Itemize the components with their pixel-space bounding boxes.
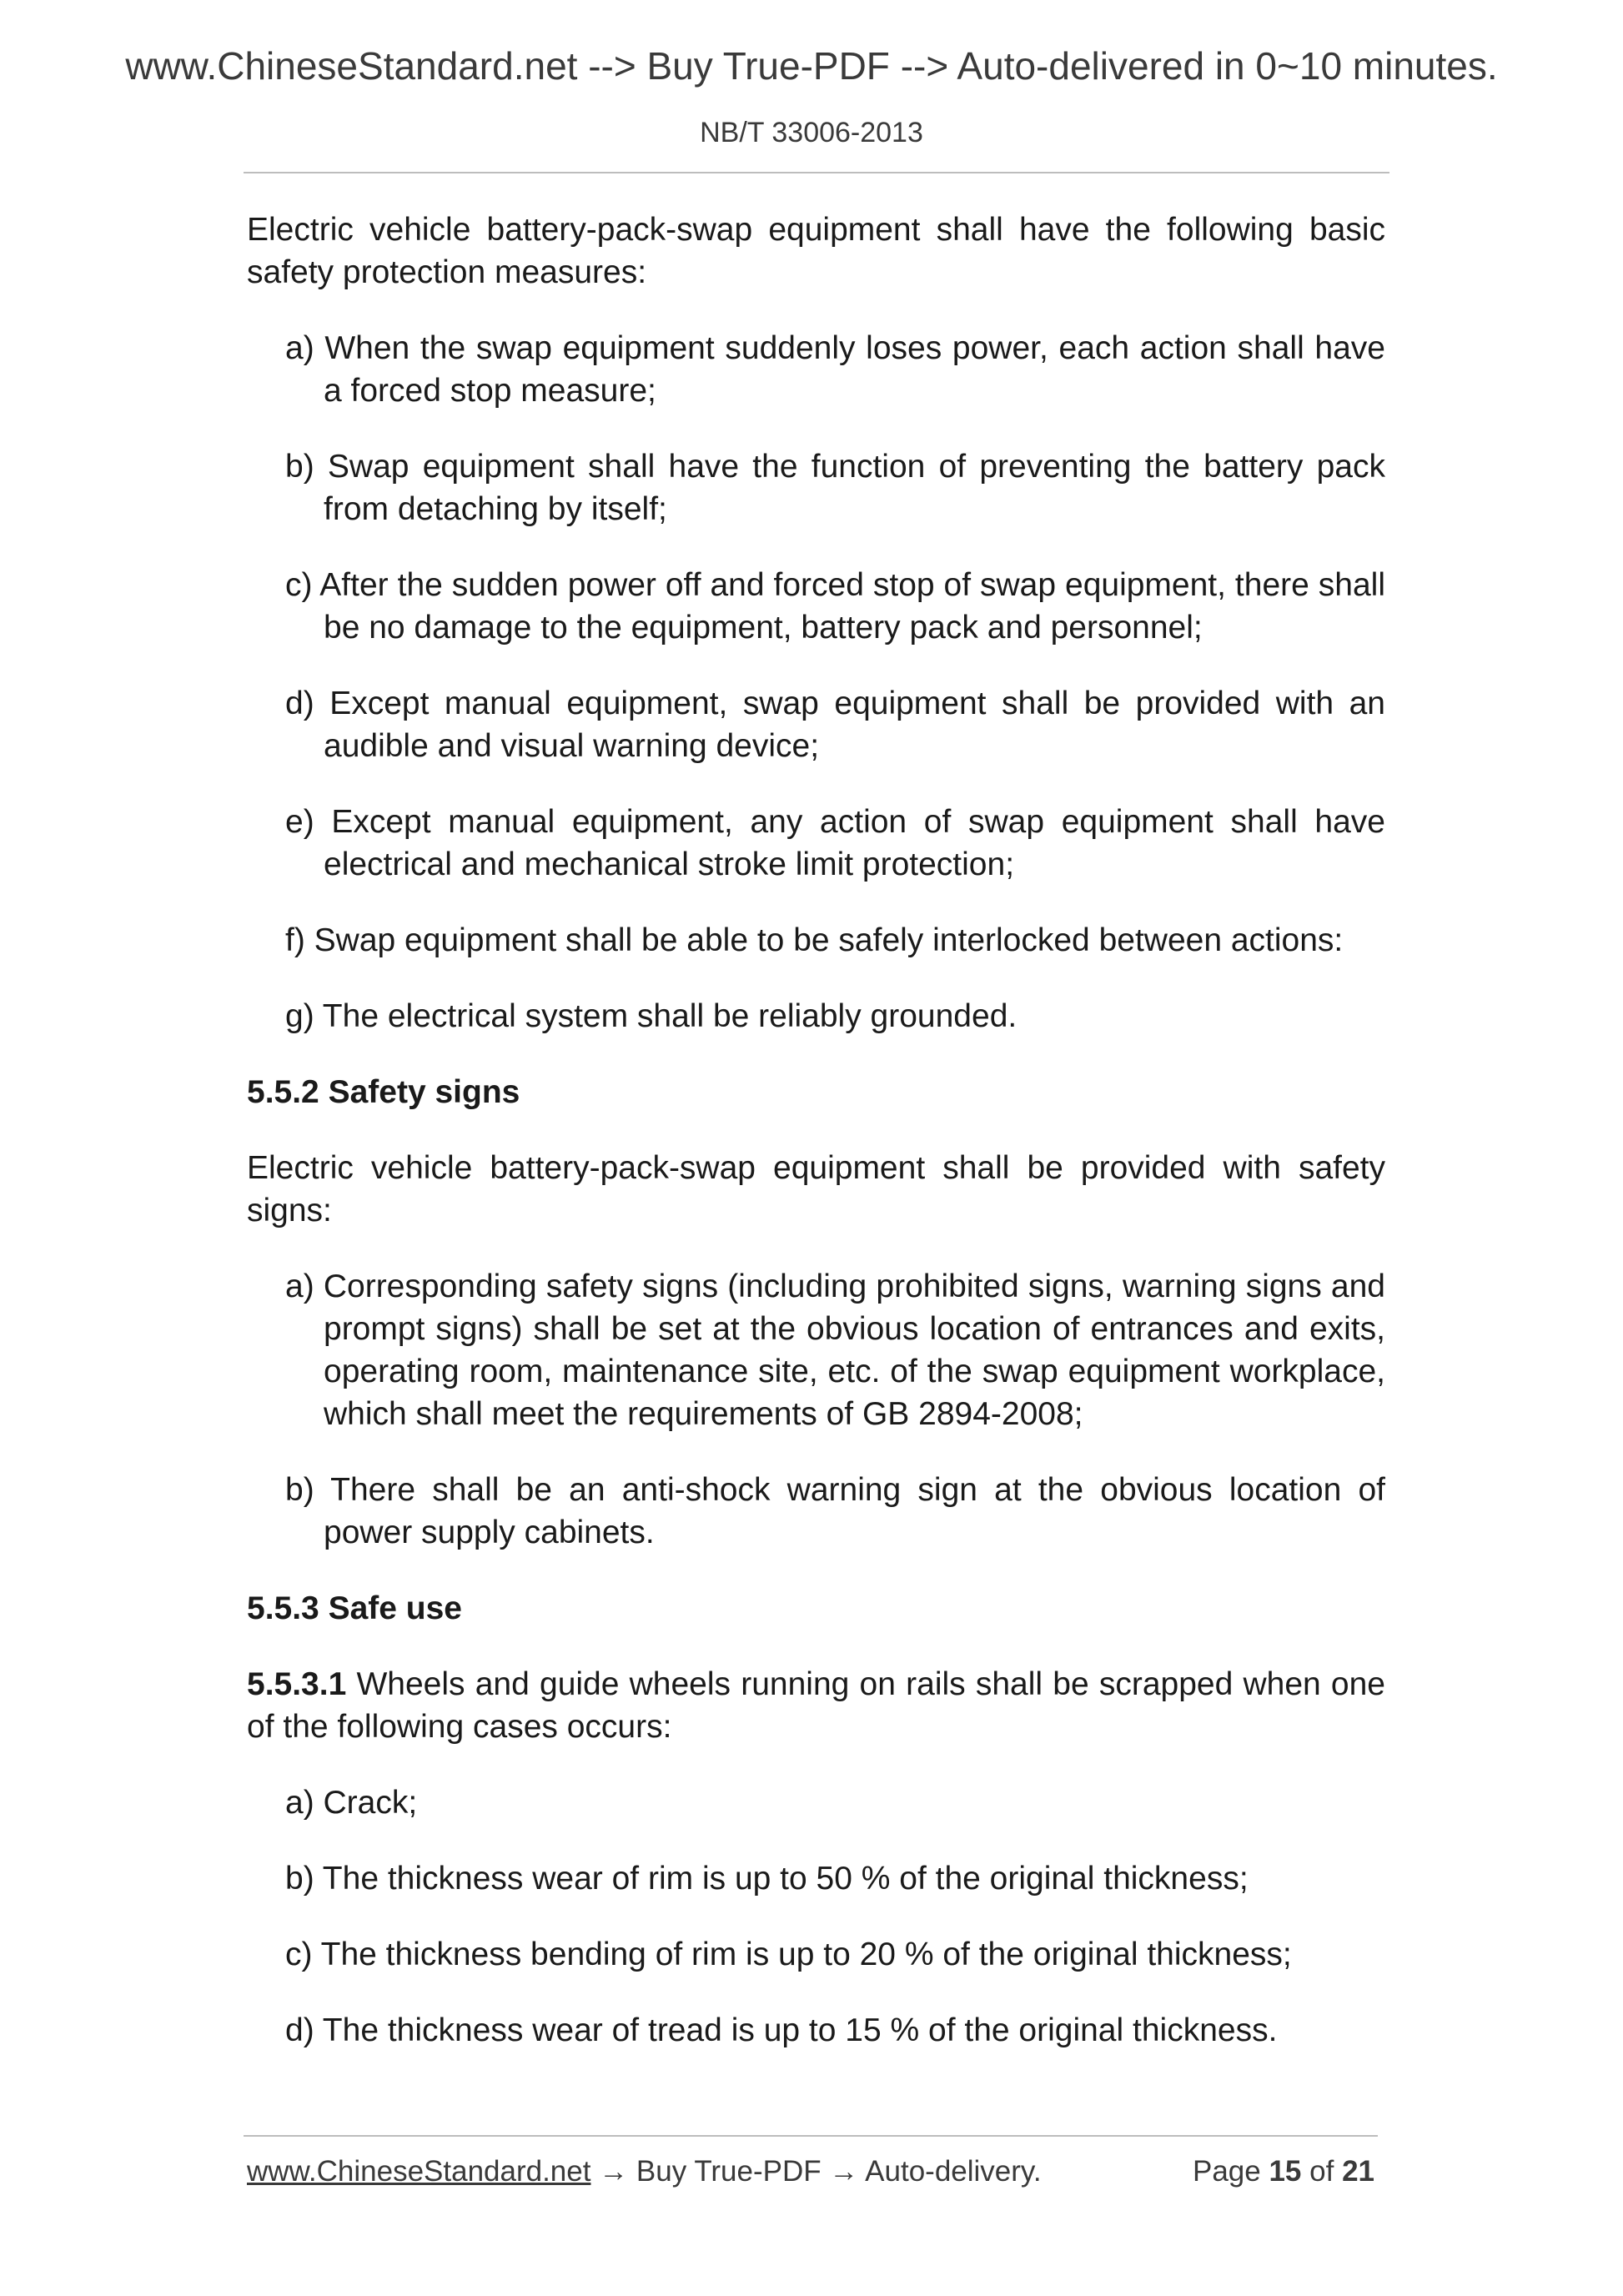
page-total: 21 [1342,2155,1374,2188]
list-item: g) The electrical system shall be reliably grounded. [285,998,1018,1034]
list-item: c) The thickness bending of rim is up to 20 % of the original thickness; [285,1937,1292,1972]
document-body [247,208,1385,2085]
clause-paragraph [247,1663,1385,1748]
site-banner: www.ChineseStandard.net --> Buy True-PDF --> Auto-delivered in 0~10 minutes. [125,44,1498,88]
of-label: of [1309,2155,1334,2188]
list-item: f) Swap equipment shall be able to be safely interlocked between actions: [285,922,1344,958]
section-intro: Electric vehicle battery-pack-swap equipment shall be provided with safety signs: [247,1150,1385,1228]
clause-text: Wheels and guide wheels running on rails shall be scrapped when one of the following cases occurs: [247,1666,1385,1745]
list-item: a) Corresponding safety signs (including prohibited signs, warning signs and prompt signs) shall be set at the obvious location of entrances and exits, operating room, maintenance site, etc. of the swap equipment workplace, which shall meet the requirements of GB 2894-2008; [285,1269,1385,1432]
section-heading: 5.5.2 Safety signs [247,1074,520,1110]
standard-number: NB/T 33006-2013 [700,117,923,148]
header-divider [244,172,1389,173]
page-current: 15 [1269,2155,1302,2188]
page-label: Page [1192,2155,1261,2188]
page-counter [1193,2155,1374,2188]
list-item: d) The thickness wear of tread is up to 15 % of the original thickness. [285,2012,1278,2048]
list-item: b) The thickness wear of rim is up to 50 % of the original thickness; [285,1861,1249,1897]
page-footer [247,2155,1378,2197]
footer-divider [244,2135,1378,2137]
list-item: e) Except manual equipment, any action of swap equipment shall have electrical and mechanical stroke limit protection; [285,804,1385,882]
list-item: d) Except manual equipment, swap equipment shall be provided with an audible and visual warning device; [285,686,1385,764]
intro-paragraph: Electric vehicle battery-pack-swap equipment shall have the following basic safety protection measures: [247,212,1385,290]
footer-promo [247,2155,1042,2188]
list-item: b) There shall be an anti-shock warning sign at the obvious location of power supply cabinets. [285,1472,1385,1550]
section-heading: 5.5.3 Safe use [247,1590,462,1626]
footer-promo-text: → Buy True-PDF → Auto-delivery. [590,2155,1042,2188]
list-item: b) Swap equipment shall have the function of preventing the battery pack from detaching by itself; [285,449,1385,527]
list-item: a) When the swap equipment suddenly loses power, each action shall have a forced stop measure; [285,330,1385,409]
list-item: c) After the sudden power off and forced stop of swap equipment, there shall be no damage to the equipment, battery pack and personnel; [285,567,1385,646]
site-link[interactable]: www.ChineseStandard.net [247,2155,591,2188]
list-item: a) Crack; [285,1785,418,1821]
clause-number: 5.5.3.1 [247,1666,347,1702]
